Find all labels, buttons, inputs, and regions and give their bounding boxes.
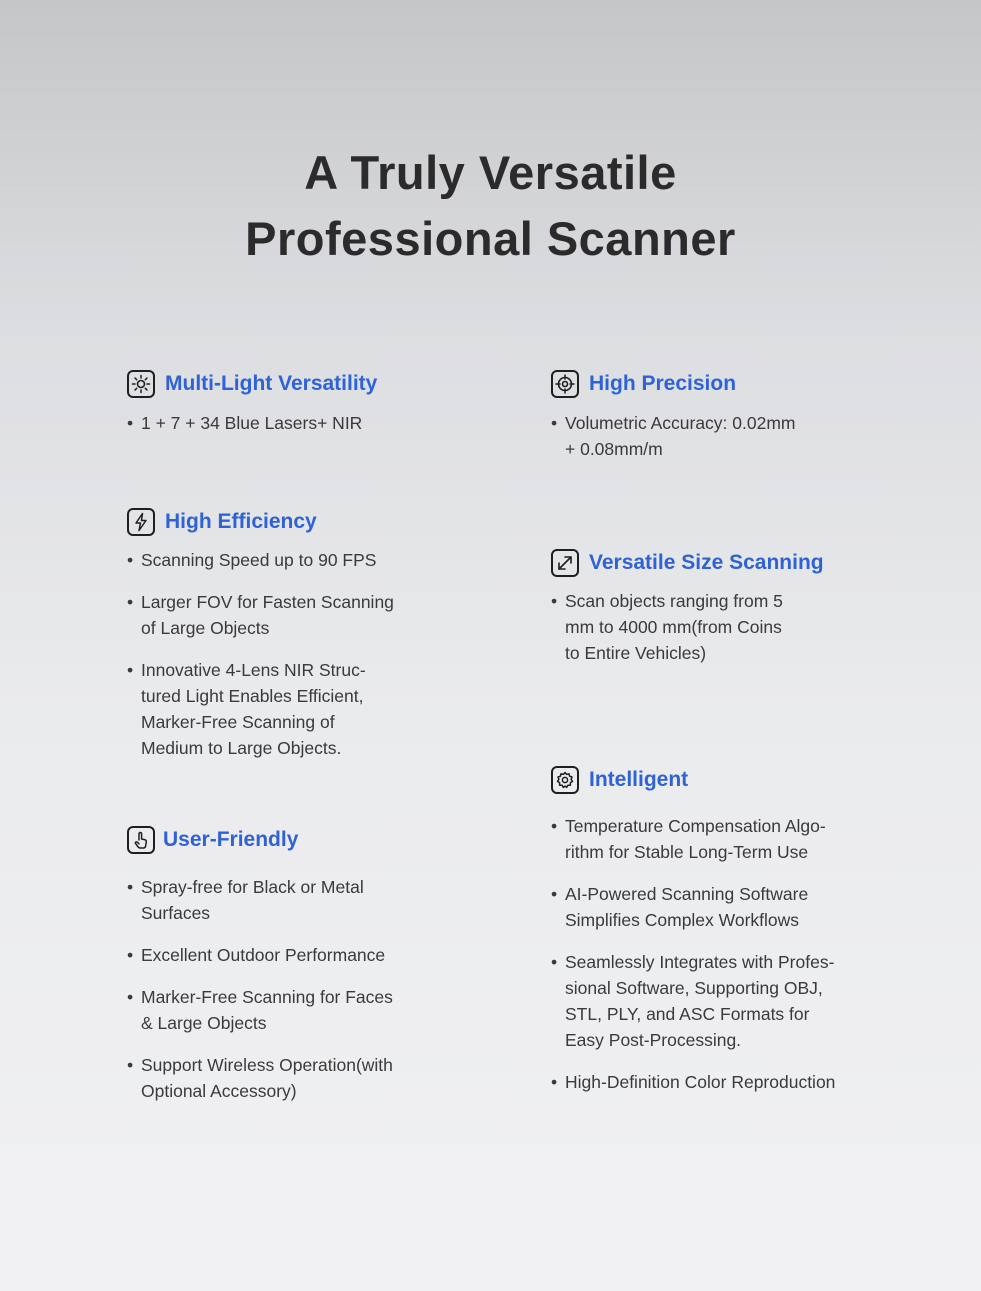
resize-icon <box>551 549 579 577</box>
list-item: • Support Wireless Operation(with Optional Accessory) <box>127 1052 393 1104</box>
section-intelligent <box>551 764 835 1111</box>
list-item: • Seamlessly Integrates with Profes- sional Software, Supporting OBJ, STL, PLY, and ASC Formats for Easy Post-Processing. <box>551 949 835 1053</box>
list-item: • Spray-free for Black or Metal Surfaces <box>127 874 393 926</box>
list-item: • Temperature Compensation Algo- rithm for Stable Long-Term Use <box>551 813 835 865</box>
section-header <box>551 368 796 400</box>
list-item: • Innovative 4-Lens NIR Struc- tured Light Enables Efficient, Marker-Free Scanning of Medium to Large Objects. <box>127 657 394 761</box>
section-header <box>127 824 393 856</box>
section-title: High Efficiency <box>165 510 317 533</box>
list-item: • Volumetric Accuracy: 0.02mm + 0.08mm/m <box>551 410 796 462</box>
lightning-icon <box>127 508 155 536</box>
item-list <box>551 813 835 1095</box>
list-item: • AI-Powered Scanning Software Simplifies Complex Workflows <box>551 881 835 933</box>
section-title: User-Friendly <box>163 828 299 851</box>
list-item: • Scanning Speed up to 90 FPS <box>127 547 394 573</box>
list-item: • 1 + 7 + 34 Blue Lasers+ NIR <box>127 410 377 436</box>
list-item: • Scan objects ranging from 5 mm to 4000 mm(from Coins to Entire Vehicles) <box>551 588 824 666</box>
gear-icon <box>551 766 579 794</box>
list-item: • Marker-Free Scanning for Faces & Large Objects <box>127 984 393 1036</box>
section-user-friendly <box>127 824 393 1120</box>
section-high-precision <box>551 368 796 478</box>
title-line-2: Professional Scanner <box>245 212 736 265</box>
section-header <box>127 368 377 400</box>
section-title: Multi-Light Versatility <box>165 372 378 395</box>
section-header <box>127 506 394 538</box>
item-list <box>551 588 824 666</box>
item-list <box>551 410 796 462</box>
item-list <box>127 874 393 1104</box>
list-item: • Larger FOV for Fasten Scanning of Large Objects <box>127 589 394 641</box>
sun-icon <box>127 370 155 398</box>
list-item: • Excellent Outdoor Performance <box>127 942 393 968</box>
target-icon <box>551 370 579 398</box>
section-header <box>551 764 835 796</box>
section-multi-light <box>127 368 377 452</box>
list-item: • High-Definition Color Reproduction <box>551 1069 835 1095</box>
section-title: High Precision <box>589 372 737 395</box>
section-versatile-size <box>551 547 824 682</box>
section-high-efficiency <box>127 506 394 777</box>
section-header <box>551 547 824 579</box>
section-title: Intelligent <box>589 768 689 791</box>
hand-pointer-icon <box>127 826 155 854</box>
item-list <box>127 410 377 436</box>
section-title: Versatile Size Scanning <box>589 551 824 574</box>
page-title <box>0 140 981 272</box>
item-list <box>127 547 394 761</box>
title-line-1: A Truly Versatile <box>304 146 677 199</box>
